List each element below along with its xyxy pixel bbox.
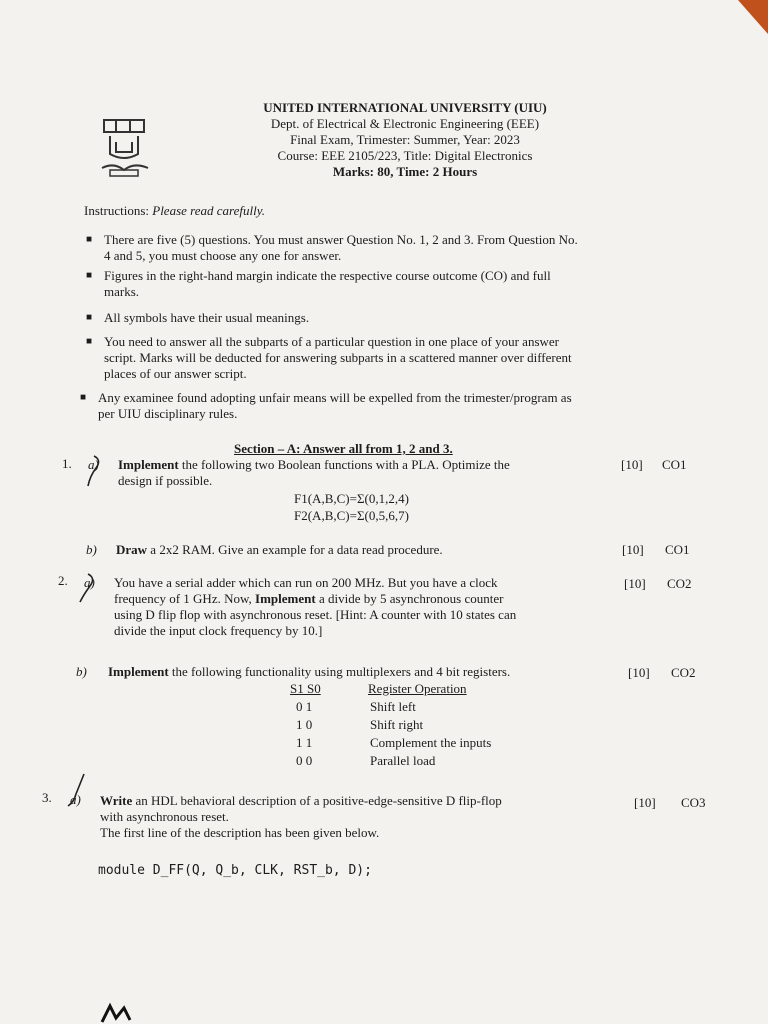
handwritten-tick-icon: [80, 452, 110, 492]
question-line: with asynchronous reset.: [100, 809, 229, 824]
bullet-line: Figures in the right-hand margin indicate the respective course outcome (CO) and full: [104, 268, 551, 283]
bullet-line: All symbols have their usual meanings.: [104, 310, 310, 325]
part-label: a): [88, 457, 99, 472]
bullet-line: 4 and 5, you must choose any one for answer.: [104, 248, 342, 263]
bullet-line: script. Marks will be deducted for answering subparts in a scattered manner over different: [104, 350, 572, 365]
table-cell-select: 1 0: [296, 717, 313, 732]
table-cell-select: 0 1: [296, 699, 313, 714]
marks-time: Marks: 80, Time: 2 Hours: [332, 164, 478, 179]
question-verb: Implement: [255, 591, 316, 606]
question-number: 1.: [62, 456, 72, 471]
course-info: Course: EEE 2105/223, Title: Digital Electronics: [277, 148, 533, 163]
instruction-bullet: [86, 334, 572, 382]
question-line: an HDL behavioral description of a positive-edge-sensitive D flip-flop: [135, 793, 502, 808]
question-2a-text: [114, 575, 516, 639]
part-label: b): [76, 664, 87, 679]
table-cell-select: 0 0: [296, 753, 313, 768]
instructions-heading: [84, 203, 265, 219]
question-line: The first line of the description has been given below.: [100, 825, 380, 840]
instruction-bullet: [86, 310, 310, 326]
marks: [10]: [621, 457, 643, 472]
question-3a-text: [100, 793, 502, 841]
bullet-line: places of our answer script.: [104, 366, 247, 381]
course-outcome: CO1: [662, 457, 687, 472]
bullet-icon: ■: [86, 312, 93, 323]
equation: F2(A,B,C)=Σ(0,5,6,7): [294, 508, 409, 523]
bullet-line: Any examinee found adopting unfair means will be expelled from the trimester/program as: [98, 390, 572, 405]
question-verb: Implement: [108, 664, 169, 679]
question-number: 2.: [58, 573, 68, 588]
marks: [10]: [624, 576, 646, 591]
exam-header: [190, 100, 620, 180]
bullet-icon: ■: [86, 234, 93, 245]
instructions-emphasis: Please read carefully.: [152, 203, 266, 218]
question-verb: Implement: [118, 457, 179, 472]
question-line: the following two Boolean functions with a PLA. Optimize the: [181, 457, 510, 472]
bullet-line: You need to answer all the subparts of a particular question in one place of your answer: [104, 334, 559, 349]
bullet-line: per UIU disciplinary rules.: [98, 406, 238, 421]
part-label: a): [70, 792, 81, 807]
section-title: Section – A: Answer all from 1, 2 and 3.: [234, 441, 453, 456]
marks: [10]: [634, 795, 656, 810]
page-corner-mark: [738, 0, 768, 34]
question-line: You have a serial adder which can run on 200 MHz. But you have a clock: [114, 575, 498, 590]
table-cell-operation: Complement the inputs: [370, 735, 492, 750]
bullet-line: There are five (5) questions. You must answer Question No. 1, 2 and 3. From Question No.: [104, 232, 578, 247]
part-label: b): [86, 542, 97, 557]
question-line: divide the input clock frequency by 10.]: [114, 623, 323, 638]
bullet-icon: ■: [86, 336, 93, 347]
handwritten-mark-icon: [100, 1000, 140, 1024]
question-verb: Draw: [116, 542, 148, 557]
question-line: frequency of 1 GHz. Now,: [114, 591, 252, 606]
equation: F1(A,B,C)=Σ(0,1,2,4): [294, 491, 409, 506]
table-cell-select: 1 1: [296, 735, 313, 750]
question-line: using D flip flop with asynchronous reset. [Hint: A counter with 10 states can: [114, 607, 517, 622]
question-line: design if possible.: [118, 473, 213, 488]
course-outcome: CO2: [667, 576, 692, 591]
code-snippet: module D_FF(Q, Q_b, CLK, RST_b, D);: [98, 863, 372, 878]
marks: [10]: [622, 542, 644, 557]
instructions-label: Instructions:: [84, 203, 149, 218]
exam-info: Final Exam, Trimester: Summer, Year: 2023: [290, 132, 520, 147]
university-name: UNITED INTERNATIONAL UNIVERSITY (UIU): [263, 100, 547, 115]
table-header-select: S1 S0: [290, 681, 321, 696]
question-number: 3.: [42, 790, 52, 805]
instruction-bullet: [86, 268, 551, 300]
bullet-line: marks.: [104, 284, 140, 299]
course-outcome: CO3: [681, 795, 706, 810]
department: Dept. of Electrical & Electronic Engineering (EEE): [270, 116, 540, 131]
question-verb: Write: [100, 793, 133, 808]
question-line: a divide by 5 asynchronous counter: [318, 591, 504, 606]
table-header-operation: Register Operation: [368, 681, 467, 696]
question-line: the following functionality using multiplexers and 4 bit registers.: [171, 664, 511, 679]
bullet-icon: ■: [86, 270, 93, 281]
question-1b-text: [116, 542, 443, 558]
table-cell-operation: Shift right: [370, 717, 424, 732]
marks: [10]: [628, 665, 650, 680]
handwritten-tick-icon: [74, 570, 104, 610]
part-label: a): [84, 575, 95, 590]
table-cell-operation: Parallel load: [370, 753, 436, 768]
question-1a-text: [118, 457, 510, 489]
course-outcome: CO1: [665, 542, 690, 557]
instruction-bullet: [80, 390, 572, 422]
instruction-bullet: [86, 232, 578, 264]
course-outcome: CO2: [671, 665, 696, 680]
handwritten-tick-icon: [64, 770, 94, 810]
table-cell-operation: Shift left: [370, 699, 416, 714]
question-2b-text: [108, 664, 510, 680]
bullet-icon: ■: [80, 392, 87, 403]
university-logo-icon: [96, 114, 156, 184]
question-line: a 2x2 RAM. Give an example for a data read procedure.: [150, 542, 443, 557]
